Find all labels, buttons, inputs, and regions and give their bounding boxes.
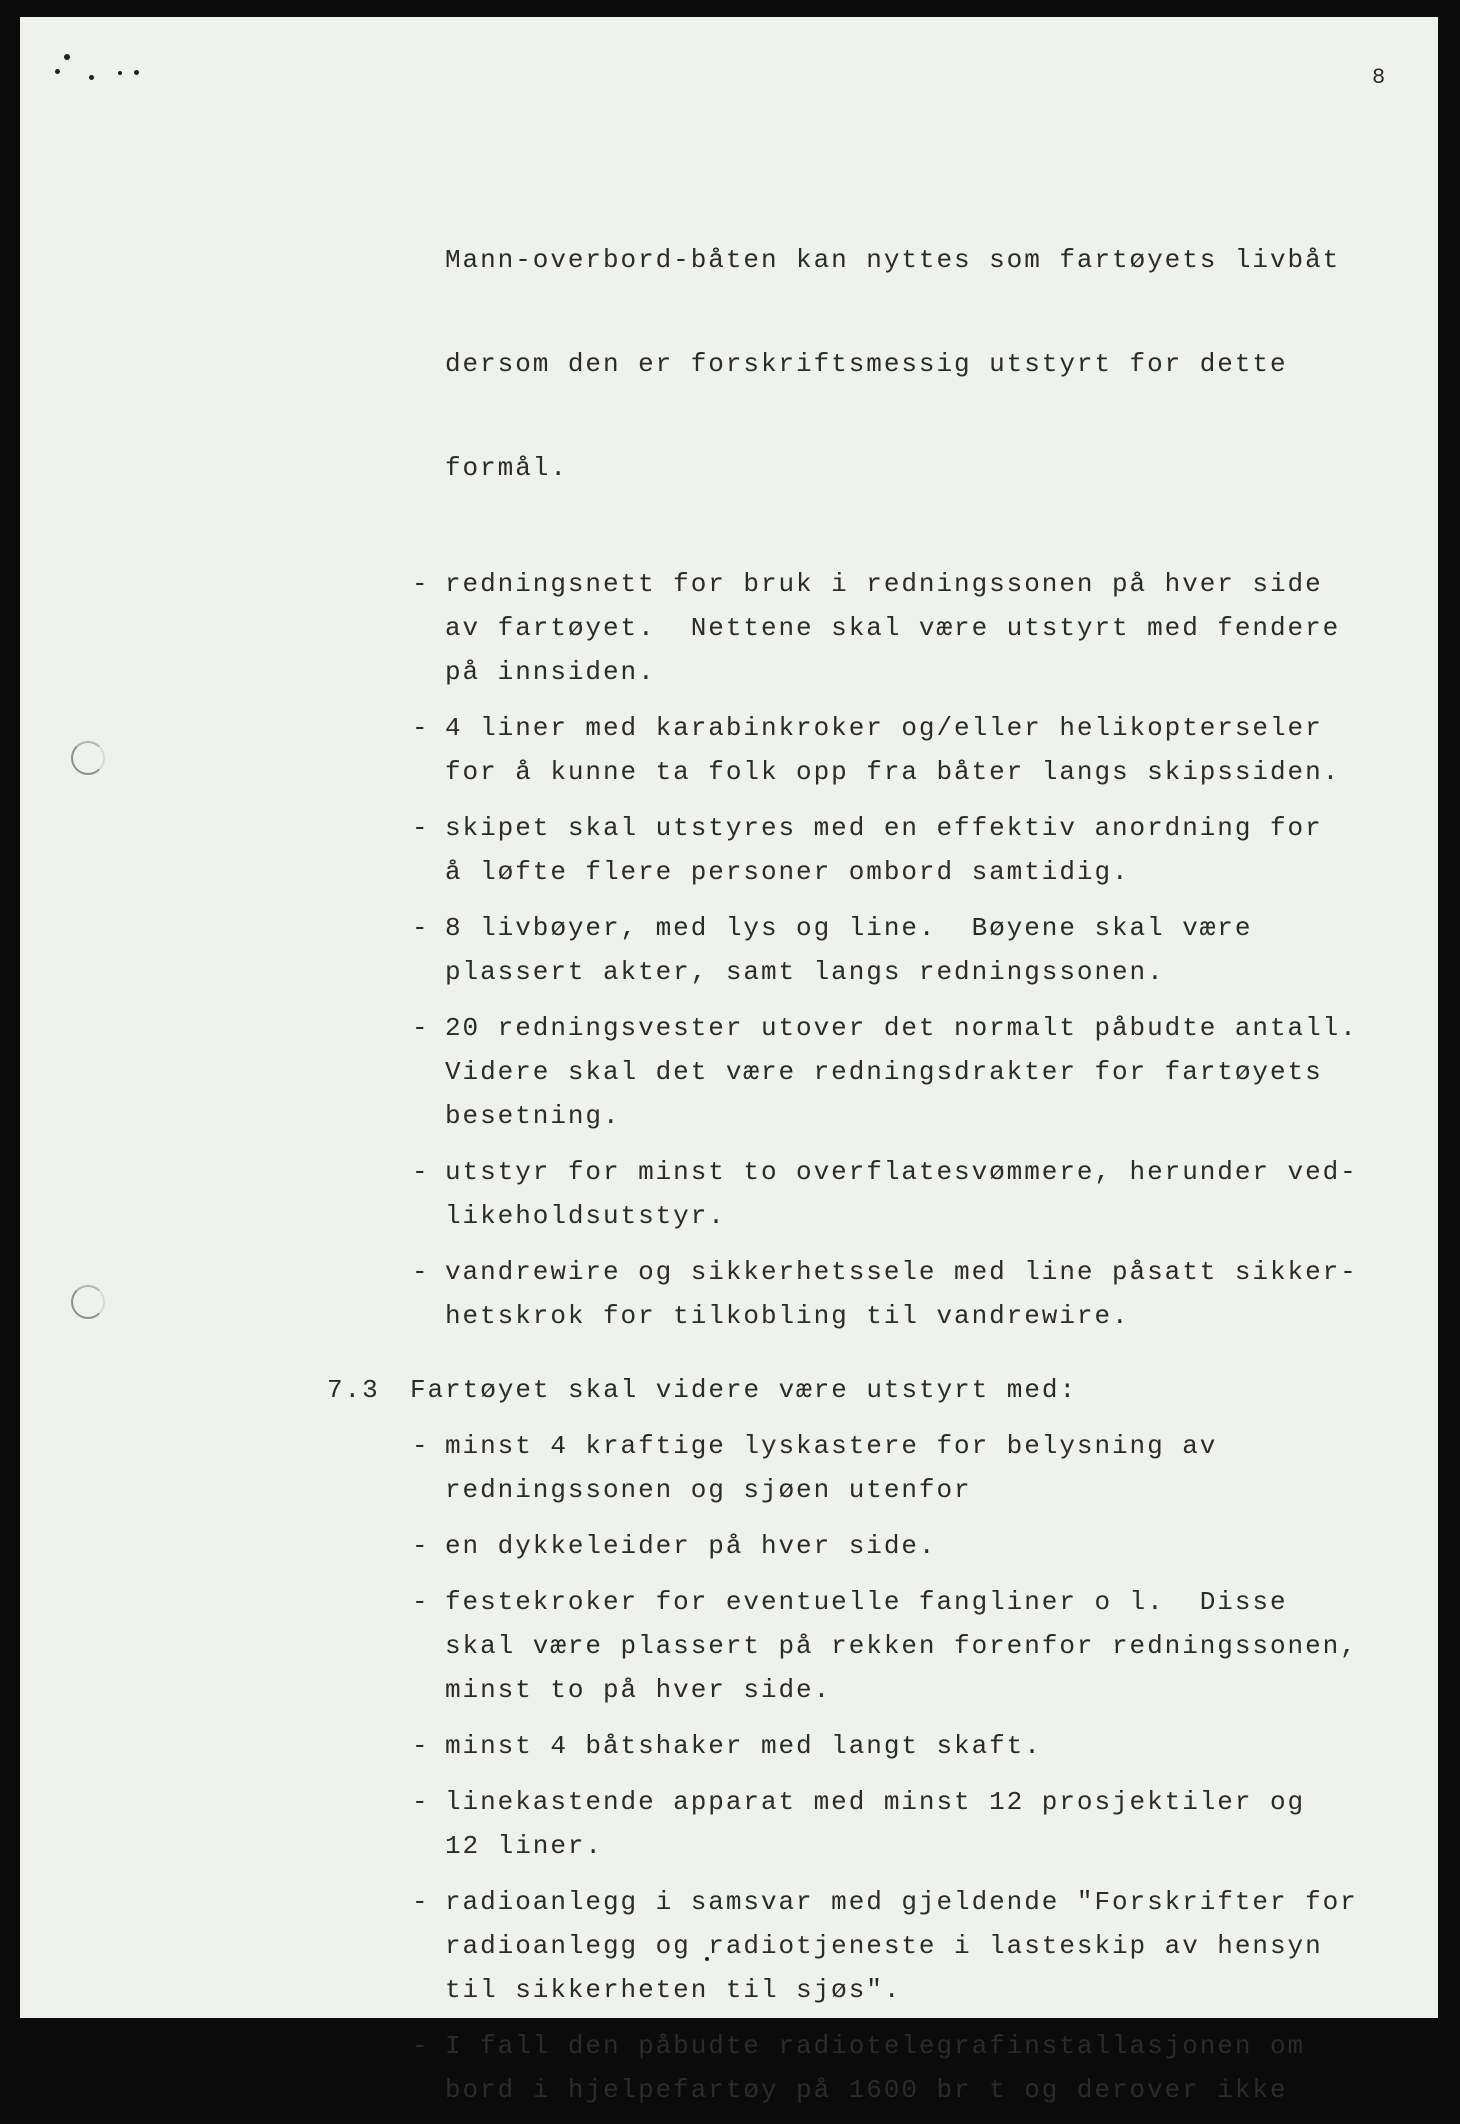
- list-item: [20, 1250, 1438, 1338]
- bullet-dash: -: [412, 1257, 430, 1287]
- bullet-dash: -: [412, 913, 430, 943]
- scan-speck: [89, 75, 94, 80]
- list-item: [20, 706, 1438, 794]
- bullet-dash: -: [412, 569, 430, 599]
- text-line: å løfte flere personer ombord samtidig.: [445, 857, 1130, 887]
- text-line: for å kunne ta folk opp fra båter langs skipssiden.: [445, 757, 1341, 787]
- text-line: 4 liner med karabinkroker og/eller helikopterseler: [445, 713, 1323, 743]
- text-line: minst 4 båtshaker med langt skaft.: [445, 1731, 1042, 1761]
- list-item: [20, 1724, 1438, 1768]
- text-line: 12 liner.: [445, 1831, 603, 1861]
- section-heading: [20, 1368, 1438, 1412]
- bullet-dash: -: [412, 1157, 430, 1187]
- document-body: [20, 178, 1438, 2124]
- text-line: skal være plassert på rekken forenfor redningssonen,: [445, 1631, 1358, 1661]
- text-line: vandrewire og sikkerhetssele med line påsatt sikker-: [445, 1257, 1358, 1287]
- text-line: radioanlegg i samsvar med gjeldende "Forskrifter for: [445, 1887, 1358, 1917]
- list-item: [20, 562, 1438, 694]
- bullet-dash: -: [412, 1887, 430, 1917]
- text-line: plassert akter, samt langs redningssonen.: [445, 957, 1165, 987]
- list-item: [20, 1880, 1438, 2012]
- text-line: hetskrok for tilkobling til vandrewire.: [445, 1301, 1130, 1331]
- bullet-dash: -: [412, 713, 430, 743]
- list-item: [20, 1580, 1438, 1712]
- scan-speck: [118, 71, 122, 75]
- text-line: redningssonen og sjøen utenfor: [445, 1475, 972, 1505]
- text-line: minst to på hver side.: [445, 1675, 832, 1705]
- text-line: 8 livbøyer, med lys og line. Bøyene skal være: [445, 913, 1253, 943]
- bullet-dash: -: [412, 1013, 430, 1043]
- list-item: [20, 2024, 1438, 2112]
- text-line: formål.: [445, 453, 568, 483]
- bullet-dash: -: [412, 1787, 430, 1817]
- text-line: til sikkerheten til sjøs".: [445, 1975, 902, 2005]
- scan-speck: [134, 70, 139, 75]
- intro-paragraph: [20, 178, 1438, 550]
- section-number: 7.3: [327, 1375, 380, 1405]
- page-number: 8: [1372, 65, 1386, 90]
- equipment-list-b: [20, 1424, 1438, 2112]
- text-line: minst 4 kraftige lyskastere for belysning av: [445, 1431, 1218, 1461]
- text-line: linekastende apparat med minst 12 prosjektiler og: [445, 1787, 1306, 1817]
- bullet-dash: -: [412, 1731, 430, 1761]
- text-line: 20 redningsvester utover det normalt påbudte antall.: [445, 1013, 1358, 1043]
- equipment-list-a: [20, 562, 1438, 1338]
- text-line: på innsiden.: [445, 657, 656, 687]
- document-page: [20, 17, 1438, 2105]
- scan-speck: [55, 69, 60, 74]
- bullet-dash: -: [412, 1587, 430, 1617]
- list-item: [20, 806, 1438, 894]
- text-line: bord i hjelpefartøy på 1600 br t og derover ikke: [445, 2075, 1288, 2105]
- bullet-dash: -: [412, 2031, 430, 2061]
- list-item: [20, 1006, 1438, 1138]
- section-title: Fartøyet skal videre være utstyrt med:: [410, 1375, 1077, 1405]
- text-line: utstyr for minst to overflatesvømmere, herunder ved-: [445, 1157, 1358, 1187]
- text-line: dersom den er forskriftsmessig utstyrt for dette: [445, 349, 1288, 379]
- text-line: skipet skal utstyres med en effektiv anordning for: [445, 813, 1323, 843]
- list-item: [20, 1424, 1438, 1512]
- text-line: Mann-overbord-båten kan nyttes som fartøyets livbåt: [445, 245, 1341, 275]
- bullet-dash: -: [412, 1431, 430, 1461]
- list-item: [20, 906, 1438, 994]
- list-item: [20, 1780, 1438, 1868]
- list-item: [20, 1524, 1438, 1568]
- scan-speck: [64, 54, 70, 60]
- list-item: [20, 1150, 1438, 1238]
- text-line: en dykkeleider på hver side.: [445, 1531, 937, 1561]
- bullet-dash: -: [412, 1531, 430, 1561]
- text-line: besetning.: [445, 1101, 621, 1131]
- text-line: av fartøyet. Nettene skal være utstyrt med fendere: [445, 613, 1341, 643]
- bullet-dash: -: [412, 813, 430, 843]
- text-line: radioanlegg og radiotjeneste i lasteskip av hensyn: [445, 1931, 1323, 1961]
- text-line: I fall den påbudte radiotelegrafinstallasjonen om: [445, 2031, 1306, 2061]
- text-line: festekroker for eventuelle fangliner o l. Disse: [445, 1587, 1288, 1617]
- text-line: likeholdsutstyr.: [445, 1201, 726, 1231]
- text-line: redningsnett for bruk i redningssonen på hver side: [445, 569, 1323, 599]
- text-line: Videre skal det være redningsdrakter for fartøyets: [445, 1057, 1323, 1087]
